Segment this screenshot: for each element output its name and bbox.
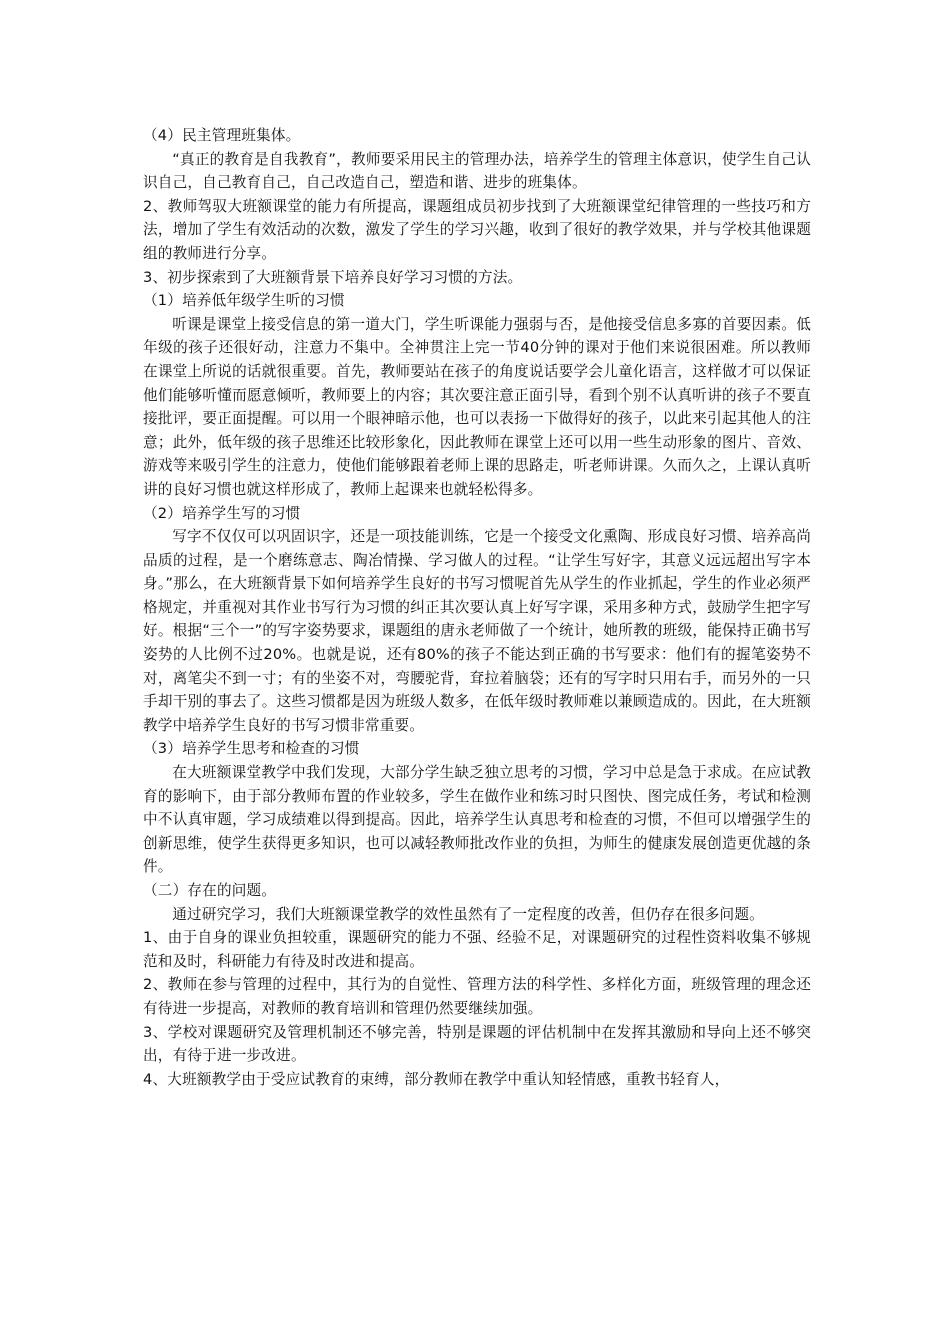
paragraph-item-2: 2、教师驾驭大班额课堂的能力有所提高，课题组成员初步找到了大班额课堂纪律管理的一些技巧和方法，增加了学生有效活动的次数，激发了学生的学习兴趣，收到了很好的教学效果，并与学校其他课题组的教师进行分享。 <box>143 197 811 262</box>
problem-item-3: 3、学校对课题研究及管理机制还不够完善，特别是课题的评估机制中在发挥其激励和导向上还不够突出，有待于进一步改进。 <box>143 1023 811 1065</box>
paragraph: 通过研究学习，我们大班额课堂教学的效性虽然有了一定程度的改善，但仍存在很多问题。 <box>172 905 764 923</box>
paragraph: 听课是课堂上接受信息的第一道大门，学生听课能力强弱与否，是他接受信息多寡的首要因素。低年级的孩子还很好动，注意力不集中。全神贯注上完一节40分钟的课对于他们来说很困难。所以教师在课堂上所说的话就很重要。首先，教师要站在孩子的角度说话要学会儿童化语言，这样做才可以保证他们能够听懂而愿意倾听，教师要上的内容；其次要注意正面引导，看到个别不认真听讲的孩子不要直接批评，要正面提醒。可以用一个眼神暗示他，也可以表扬一下做得好的孩子，以此来引起其他人的注意；此外，低年级的孩子思维还比较形象化，因此教师在课堂上还可以用一些生动形象的图片、音效、游戏等来吸引学生的注意力，使他们能够跟着老师上课的思路走，听老师讲课。久而久之，上课认真听讲的良好习惯也就这样形成了，教师上起课来也就轻松得多。 <box>143 315 811 498</box>
problem-item-4: 4、大班额教学由于受应试教育的束缚，部分教师在教学中重认知轻情感，重教书轻育人， <box>143 1070 730 1088</box>
problem-item-2: 2、教师在参与管理的过程中，其行为的自觉性、管理方法的科学性、多样化方面，班级管理的理念还有待进一步提高，对教师的教育培训和管理仍然要继续加强。 <box>143 976 811 1017</box>
paragraph: 写字不仅仅可以巩固识字，还是一项技能训练，它是一个接受文化熏陶、形成良好习惯、培养高尚品质的过程，是一个磨练意志、陶冶情操、学习做人的过程。“让学生写好字，其意义远远超出写字本身。”那么，在大班额背景下如何培养学生良好的书写习惯呢首先从学生的作业抓起，学生的作业必须严格规定，并重视对其作业书写行为习惯的纠正其次要认真上好写字课，采用多种方式，鼓励学生把字写好。根据“三个一”的写字姿势要求，课题组的唐永老师做了一个统计，她所教的班级，能保持正确书写姿势的人比例不过20%。也就是说，还有80%的孩子不能达到正确的书写要求：他们有的握笔姿势不对，离笔尖不到一寸；有的坐姿不对，弯腰驼背，耷拉着脑袋；还有的写字时只用右手，而另外的一只手却干别的事去了。这些习惯都是因为班级人数多，在低年级时教师难以兼顾造成的。因此，在大班额教学中培养学生良好的书写习惯非常重要。 <box>143 528 811 734</box>
paragraph: 在大班额课堂教学中我们发现，大部分学生缺乏独立思考的习惯，学习中总是急于求成。在应试教育的影响下，由于部分教师布置的作业较多，学生在做作业和练习时只图快、图完成任务，考试和检测中不认真审题，学习成绩难以得到提高。因此，培养学生认真思考和检查的习惯，不但可以增强学生的创新思维，使学生获得更多知识，也可以减轻教师批改作业的负担，为师生的健康发展创造更优越的条件。 <box>143 764 811 876</box>
paragraph-item-3: 3、初步探索到了大班额背景下培养良好学习习惯的方法。 <box>143 268 523 286</box>
subheading-listening-habit: （1）培养低年级学生听的习惯 <box>143 292 345 310</box>
subheading-thinking-habit: （3）培养学生思考和检查的习惯 <box>143 740 360 758</box>
problem-item-1: 1、由于自身的课业负担较重，课题研究的能力不强、经验不足，对课题研究的过程性资料收集不够规范和及时，科研能力有待及时改进和提高。 <box>143 929 811 970</box>
paragraph-heading-4-democratic-management: （4）民主管理班集体。 <box>143 127 301 144</box>
paragraph: “真正的教育是自我教育”，教师要采用民主的管理办法，培养学生的管理主体意识，使学生自己认识自己，自己教育自己，自己改造自己，塑造和谐、进步的班集体。 <box>143 150 811 192</box>
document-body <box>143 124 811 1091</box>
section-heading-existing-problems: （二）存在的问题。 <box>143 882 277 899</box>
subheading-writing-habit: （2）培养学生写的习惯 <box>143 504 301 522</box>
